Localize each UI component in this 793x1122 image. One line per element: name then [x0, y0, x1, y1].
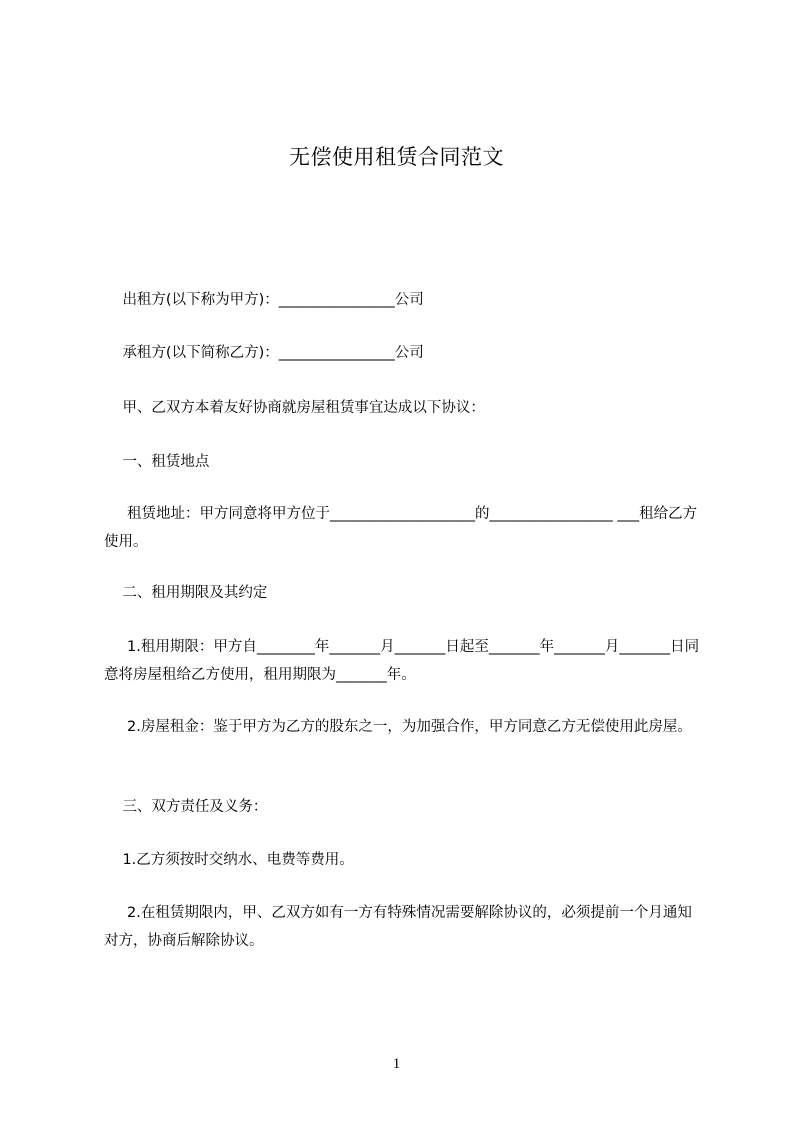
- page-number: 1: [392, 1056, 401, 1072]
- section-heading-term: 二、租用期限及其约定: [104, 585, 268, 601]
- paragraph-duty-1: 1.乙方须按时交纳水、电费等费用。: [104, 852, 354, 868]
- paragraph-intro: 甲、乙双方本着友好协商就房屋租赁事宜达成以下协议：: [104, 400, 485, 416]
- paragraph-lessor: 出租方(以下称为甲方)：________________公司: [104, 292, 424, 308]
- document-title: 无偿使用租赁合同范文: [289, 145, 504, 169]
- paragraph-address: 租赁地址：甲方同意将甲方位于____________________的_________________ ___租给乙方使用。: [104, 506, 698, 550]
- paragraph-term: 1.租用期限：甲方自________年_______月_______日起至_______年_______月_______日同意将房屋租给乙方使用，租用期限为_______年。: [104, 639, 700, 683]
- paragraph-rent: 2.房屋租金：鉴于甲方为乙方的股东之一，为加强合作，甲方同意乙方无偿使用此房屋。: [104, 719, 692, 735]
- section-heading-location: 一、租赁地点: [104, 454, 210, 470]
- paragraph-duty-2: 2.在租赁期限内，甲、乙双方如有一方有特殊情况需要解除协议的，必须提前一个月通知对方，协商后解除协议。: [104, 905, 692, 949]
- section-heading-duties: 三、双方责任及义务：: [104, 799, 268, 815]
- paragraph-lessee: 承租方(以下简称乙方)：________________公司: [104, 345, 424, 361]
